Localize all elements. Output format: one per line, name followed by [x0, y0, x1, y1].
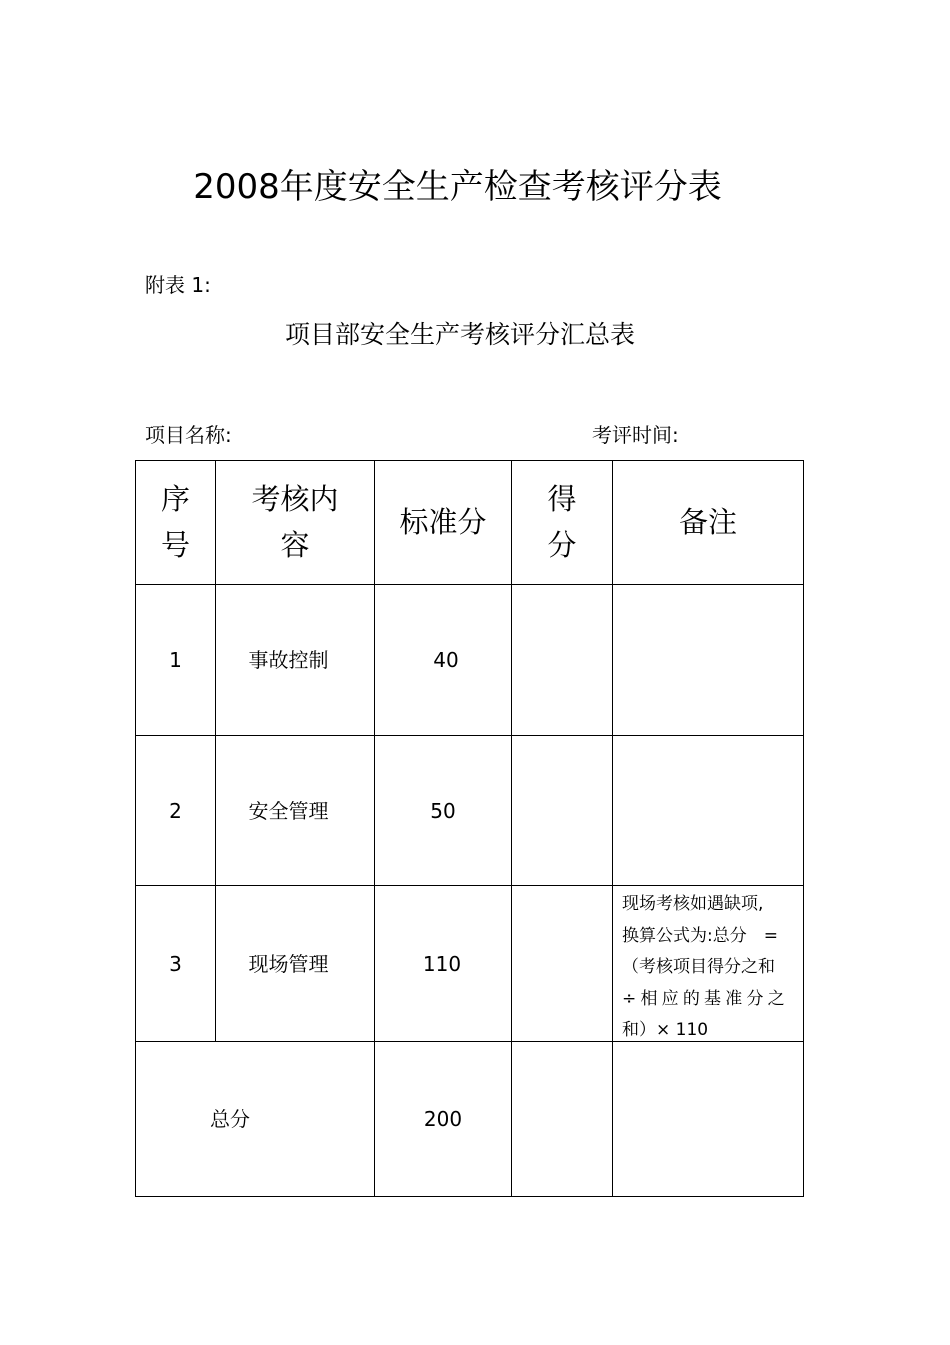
- table-subtitle: 项目部安全生产考核评分汇总表: [284, 320, 635, 349]
- row1-score: [512, 585, 612, 735]
- header-content-line1: 考核内: [251, 482, 339, 516]
- header-index-line2: 号: [160, 528, 190, 562]
- header-remarks: 备注: [678, 505, 737, 539]
- row1-remarks: [613, 585, 803, 735]
- header-score-line2: 分: [547, 528, 577, 562]
- row3-index: 3: [169, 951, 182, 976]
- row2-index: 2: [169, 798, 182, 823]
- total-score: [512, 1042, 612, 1196]
- row3-remarks: [622, 889, 798, 1047]
- appendix-label: 附表 1:: [145, 273, 211, 297]
- document-title: 2008年度安全生产检查考核评分表: [193, 167, 722, 207]
- row2-score: [512, 736, 612, 885]
- header-content-line2: 容: [280, 528, 310, 562]
- header-index-line1: 序: [160, 482, 190, 516]
- row2-content: 安全管理: [248, 798, 329, 823]
- row2-standard-score: 50: [430, 798, 456, 823]
- total-label: 总分: [210, 1107, 250, 1131]
- row3-standard-score: 110: [422, 951, 462, 976]
- table-border-bottom: [135, 1196, 804, 1197]
- total-standard-score: 200: [423, 1107, 463, 1131]
- row3-remarks-line4: ÷相应的基准分之: [622, 988, 789, 1009]
- row1-content: 事故控制: [248, 648, 329, 672]
- row3-remarks-line1: 现场考核如遇缺项,: [622, 894, 764, 914]
- table-border-top: [135, 460, 804, 461]
- header-score: [512, 474, 612, 570]
- header-content: [216, 474, 374, 570]
- project-name-label: 项目名称:: [145, 423, 232, 447]
- row3-remarks-line2: 换算公式为:总分 =: [622, 925, 778, 946]
- row1-index: 1: [169, 648, 182, 672]
- header-score-line1: 得: [547, 482, 577, 516]
- row2-remarks: [613, 736, 803, 885]
- header-standard-score: 标准分: [399, 505, 487, 539]
- table-border-right: [803, 460, 804, 1197]
- evaluation-time-label: 考评时间:: [592, 423, 679, 447]
- row3-remarks-line3: （考核项目得分之和: [622, 957, 775, 977]
- header-index: [136, 474, 215, 570]
- row1-standard-score: 40: [433, 648, 459, 672]
- row3-content: 现场管理: [248, 951, 329, 976]
- row3-remarks-line5: 和）× 110: [622, 1020, 709, 1040]
- total-remarks: [613, 1042, 803, 1196]
- row3-score: [512, 886, 612, 1041]
